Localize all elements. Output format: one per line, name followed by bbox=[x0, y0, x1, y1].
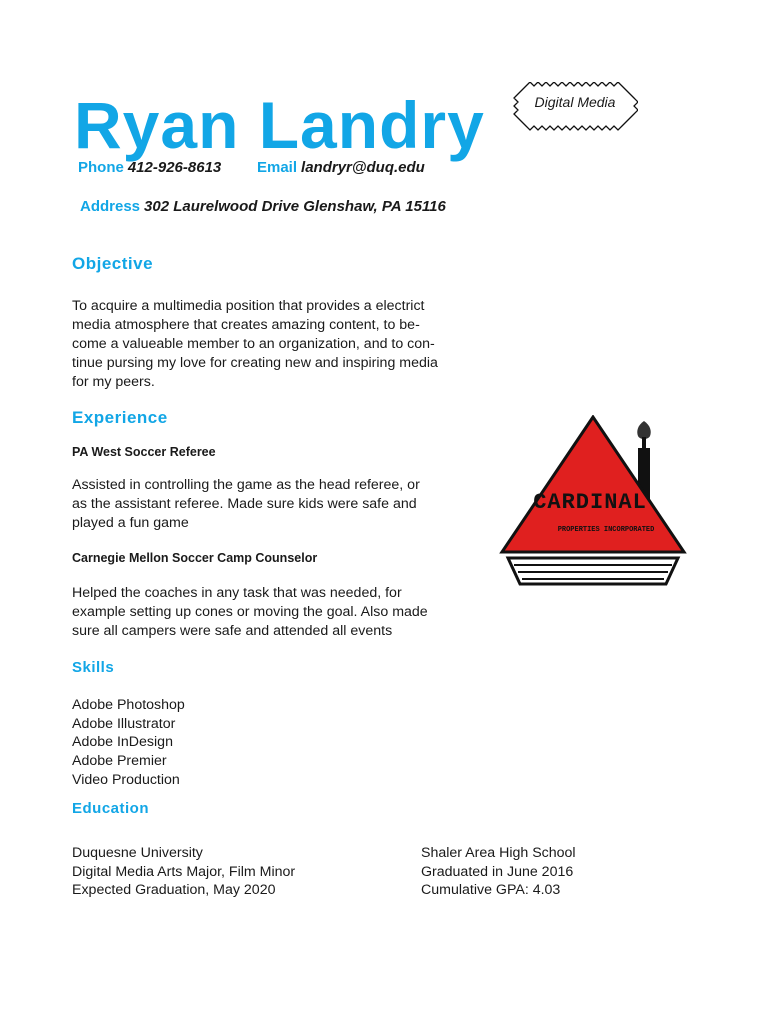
education-high-school bbox=[421, 844, 576, 900]
education-line: Duquesne University bbox=[72, 845, 203, 861]
logo-word: CARDINAL bbox=[533, 490, 647, 515]
address-line bbox=[80, 198, 446, 215]
email-label: Email bbox=[257, 159, 298, 176]
objective-heading: Objective bbox=[72, 254, 154, 273]
email-line bbox=[257, 159, 425, 176]
objective-line: To acquire a multimedia position that provides a electrict bbox=[72, 298, 425, 314]
phone-label: Phone bbox=[78, 159, 124, 176]
education-heading: Education bbox=[72, 800, 150, 817]
job-line: example setting up cones or moving the goal. Also made bbox=[72, 604, 428, 620]
job-line: Assisted in controlling the game as the head referee, or bbox=[72, 477, 420, 493]
skill-item: Adobe Photoshop bbox=[72, 697, 185, 713]
objective-paragraph bbox=[72, 297, 472, 392]
objective-line: come a valueable member to an organization, and to con- bbox=[72, 336, 435, 352]
skill-item: Adobe Premier bbox=[72, 753, 167, 770]
badge-text: Digital Media bbox=[534, 94, 616, 110]
experience-heading: Experience bbox=[72, 408, 168, 427]
digital-media-badge bbox=[512, 82, 638, 134]
education-university bbox=[72, 844, 295, 900]
skill-item: Adobe InDesign bbox=[72, 734, 173, 751]
objective-line: for my peers. bbox=[72, 374, 155, 390]
house-logo-icon bbox=[498, 415, 688, 590]
phone-line bbox=[78, 159, 221, 176]
skill-item: Video Production bbox=[72, 771, 180, 788]
logo-subtext: PROPERTIES INCORPORATED bbox=[557, 526, 655, 534]
education-line: Digital Media Arts Major, Film Minor bbox=[72, 863, 296, 880]
phone-value: 412-926-8613 bbox=[127, 159, 222, 176]
education-line: Cumulative GPA: 4.03 bbox=[421, 882, 561, 899]
address-label: Address bbox=[80, 198, 141, 215]
education-line: Shaler Area High School bbox=[421, 845, 576, 861]
objective-line: media atmosphere that creates amazing content, to be- bbox=[72, 317, 420, 333]
job-line: as the assistant referee. Made sure kids were safe and bbox=[72, 496, 417, 512]
address-value: 302 Laurelwood Drive Glenshaw, PA 15116 bbox=[144, 198, 446, 215]
job-title: PA West Soccer Referee bbox=[72, 445, 216, 459]
name-heading: Ryan Landry bbox=[74, 88, 485, 162]
email-value: landryr@duq.edu bbox=[301, 159, 425, 176]
job-line: played a fun game bbox=[72, 515, 189, 531]
skills-heading: Skills bbox=[72, 659, 115, 676]
job-description bbox=[72, 584, 472, 641]
education-line: Graduated in June 2016 bbox=[421, 863, 574, 880]
job-line: sure all campers were safe and attended all events bbox=[72, 623, 393, 639]
job-line: Helped the coaches in any task that was needed, for bbox=[72, 585, 402, 601]
skill-item: Adobe Illustrator bbox=[72, 715, 176, 732]
objective-line: tinue pursing my love for creating new and inspiring media bbox=[72, 355, 438, 371]
cardinal-properties-logo bbox=[498, 415, 688, 590]
education-line: Expected Graduation, May 2020 bbox=[72, 882, 276, 899]
skills-list bbox=[72, 696, 185, 790]
job-title: Carnegie Mellon Soccer Camp Counselor bbox=[72, 551, 318, 565]
job-description bbox=[72, 476, 472, 533]
